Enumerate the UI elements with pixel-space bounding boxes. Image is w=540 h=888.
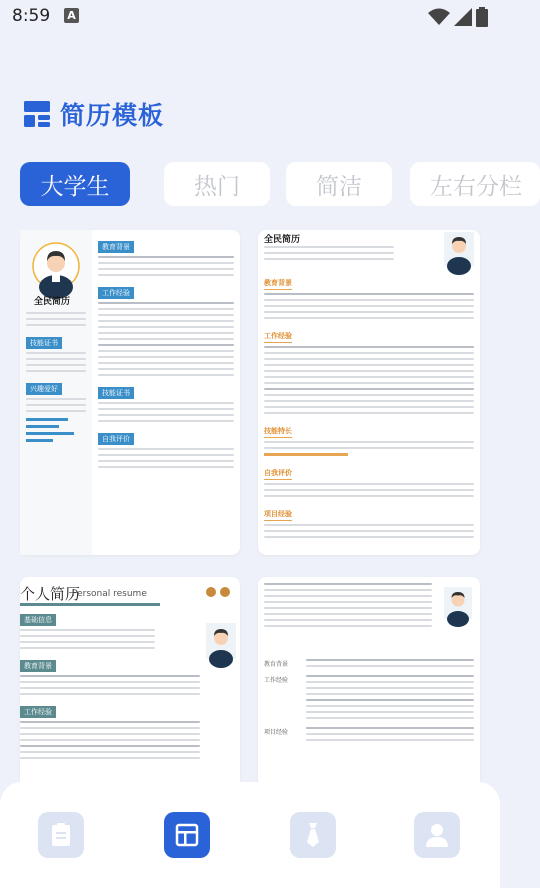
resume-section-label: 技能证书 [26, 337, 62, 349]
avatar-icon [32, 242, 80, 290]
template-card-4[interactable] [258, 577, 480, 787]
resume-main-column [264, 659, 474, 745]
template-card-1[interactable] [20, 230, 240, 555]
avatar-icon [206, 623, 236, 659]
tab-two-column[interactable]: 左右分栏 [410, 162, 540, 206]
tab-college-student[interactable]: 大学生 [20, 162, 130, 206]
resume-section-label: 工作经验 [264, 677, 289, 684]
resume-section-label: 工作经验 [98, 287, 134, 299]
battery-icon [476, 7, 488, 27]
resume-contact-lines [264, 246, 394, 264]
resume-section-label: 兴趣爱好 [26, 383, 62, 395]
page-header [24, 96, 164, 132]
resume-section-label: 自我评价 [264, 468, 292, 480]
resume-main-column [20, 607, 200, 763]
contact-icon [206, 587, 216, 597]
category-tabs [18, 160, 522, 208]
template-layout-icon [176, 824, 198, 846]
status-time: 8:59 [12, 6, 51, 26]
resume-section-label: 教育背景 [20, 660, 56, 672]
avatar-icon [444, 232, 474, 266]
template-card-2[interactable] [258, 230, 480, 555]
resume-name: 全民简历 [264, 235, 301, 245]
resume-section-label: 工作经验 [20, 706, 56, 718]
wifi-icon [428, 8, 450, 26]
resume-section-label: 自我评价 [98, 433, 134, 445]
notification-icon: A [64, 8, 79, 23]
resume-section-label: 教育背景 [264, 278, 292, 290]
nav-resume-list-button[interactable] [38, 812, 84, 858]
resume-contact-lines [26, 312, 86, 446]
title-divider [20, 603, 160, 606]
resume-info-table [264, 583, 474, 631]
grid-layout-icon [24, 101, 50, 127]
resume-section-label: 工作经验 [264, 331, 292, 343]
tie-icon [304, 822, 322, 848]
resume-section-label: 技能特长 [264, 426, 292, 438]
resume-section-label: 项目经验 [264, 509, 292, 521]
resume-main-column [264, 270, 474, 542]
nav-profile-button[interactable] [414, 812, 460, 858]
template-card-3[interactable] [20, 577, 240, 787]
resume-section-label: 教育背景 [264, 661, 289, 668]
page-title: 简历模板 [60, 101, 165, 130]
signal-icon [454, 8, 472, 26]
nav-templates-button[interactable] [164, 812, 210, 858]
status-bar [0, 0, 500, 34]
resume-name: 全民简历 [34, 297, 71, 307]
resume-main-column [98, 234, 234, 472]
document-icon [50, 823, 72, 847]
status-icons [428, 7, 488, 27]
user-icon [426, 823, 448, 847]
tab-simple[interactable]: 简洁 [286, 162, 392, 206]
bottom-nav [0, 782, 500, 888]
contact-icon [220, 587, 230, 597]
resume-section-label: 技能证书 [98, 387, 134, 399]
nav-interview-button[interactable] [290, 812, 336, 858]
resume-section-label: 教育背景 [98, 241, 134, 253]
resume-subtitle: Personal resume [72, 589, 147, 599]
resume-section-label: 项目经验 [264, 729, 289, 736]
avatar-icon [444, 587, 472, 619]
resume-title: 个人简历 [20, 585, 81, 603]
resume-section-label: 基础信息 [20, 614, 56, 626]
tab-popular[interactable]: 热门 [164, 162, 270, 206]
